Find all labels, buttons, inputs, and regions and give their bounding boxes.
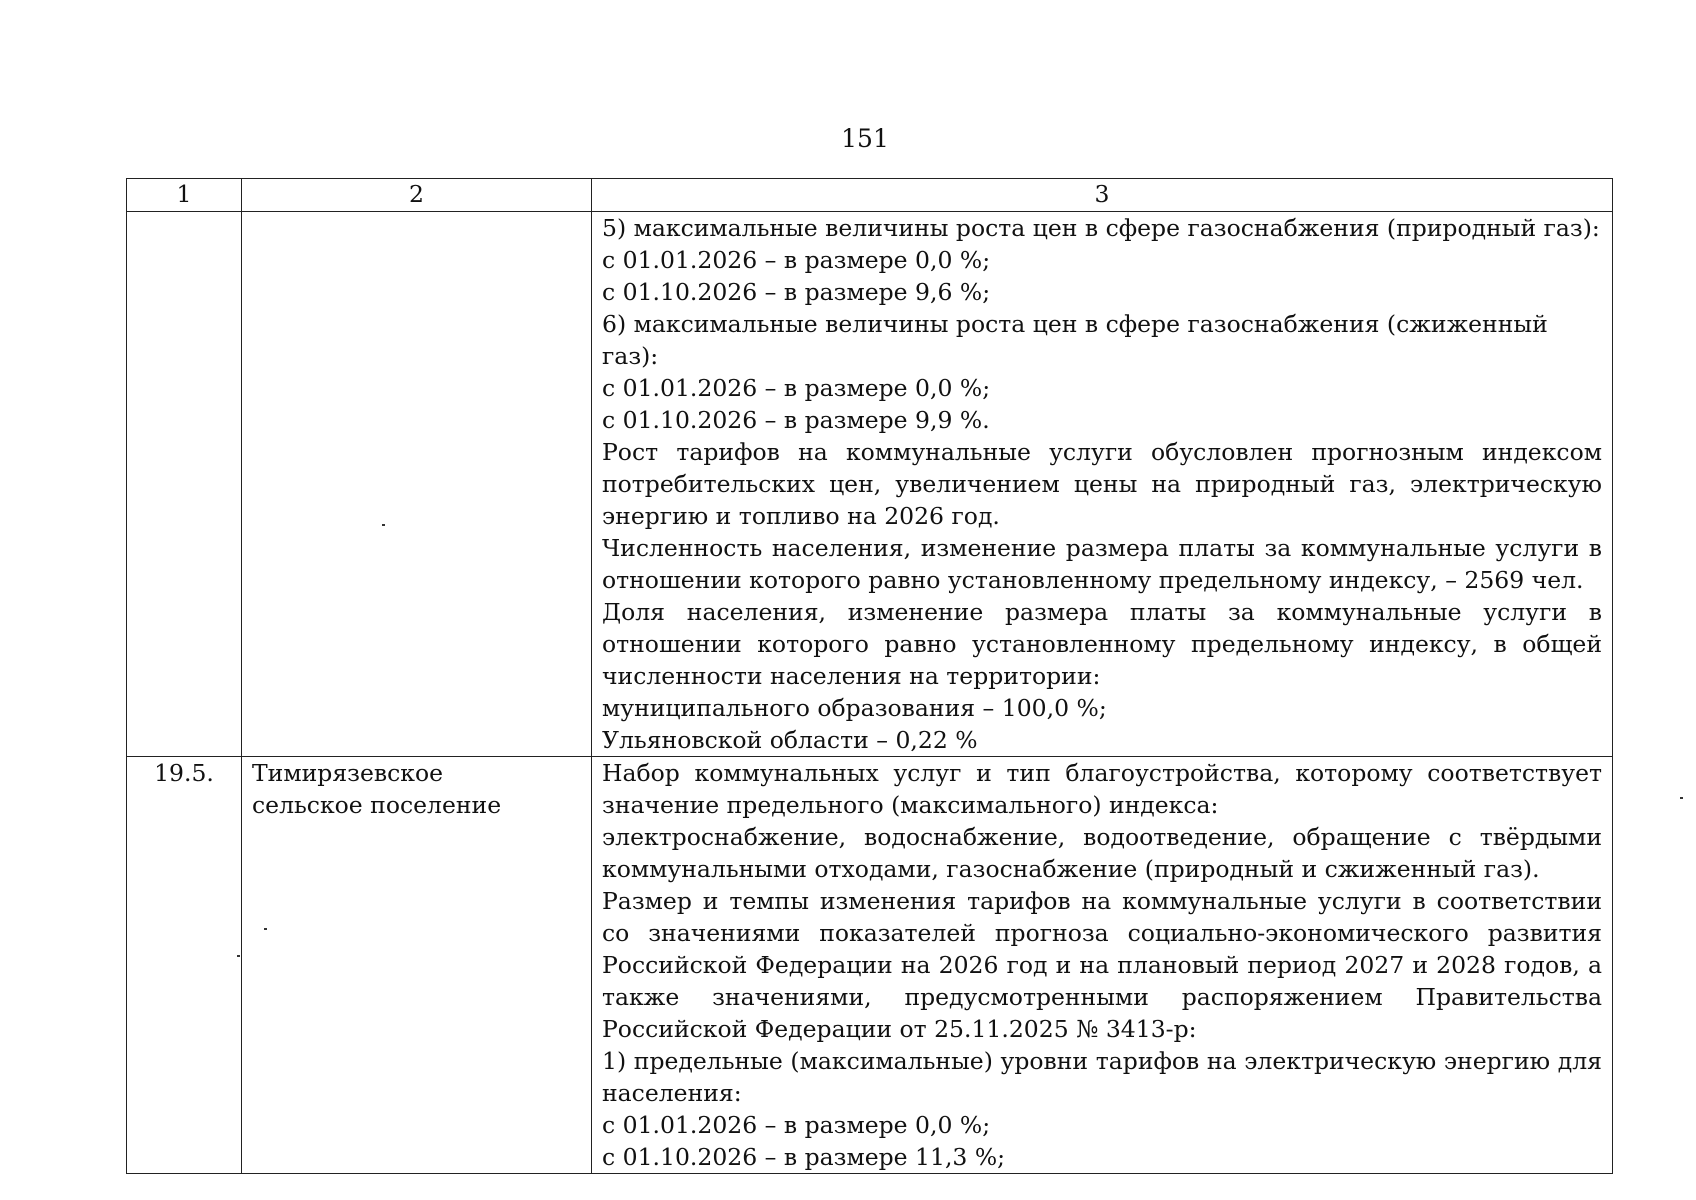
page-number: 151 [841, 124, 889, 153]
content-line: с 01.01.2026 – в размере 0,0 %; [602, 1111, 991, 1139]
content-line: 5) максимальные величины роста цен в сфере газоснабжения (природный газ): [602, 214, 1600, 242]
content-line: муниципального образования – 100,0 %; [602, 694, 1107, 722]
content-line: с 01.01.2026 – в размере 0,0 %; [602, 246, 991, 274]
content-paragraph: Набор коммунальных услуг и тип благоустройства, которому соответствует значение предельного (максимального) индекса: [602, 759, 1602, 819]
settlement-name-line: сельское поселение [252, 791, 502, 819]
scan-speck [1680, 797, 1683, 799]
content-line: с 01.10.2026 – в размере 11,3 %; [602, 1143, 1006, 1171]
row-content-cell [592, 757, 1613, 1174]
table-header-row [127, 179, 1613, 212]
column-header-2: 2 [242, 179, 592, 212]
content-line: 6) максимальные величины роста цен в сфере газоснабжения (сжиженный газ): [602, 310, 1548, 370]
column-header-3: 3 [592, 179, 1613, 212]
content-paragraph: Размер и темпы изменения тарифов на коммунальные услуги в соответствии со значениями показателей прогноза социально-экономического развития Российской Федерации на 2026 год и на плановый период 2027 и 2028 годов, а также значениями, предусмотренными распоряжением Правительства Российской Федерации от 25.11.2025 № 3413-р: [602, 887, 1602, 1043]
row-name-cell [242, 212, 592, 757]
content-paragraph: Численность населения, изменение размера платы за коммунальные услуги в отношении которого равно установленному предельному индексу, – 2569 чел. [602, 534, 1602, 594]
scan-speck [237, 955, 240, 957]
scan-speck [264, 928, 267, 930]
content-line: Ульяновской области – 0,22 % [602, 726, 978, 754]
row-name-cell [242, 757, 592, 1174]
scan-speck [382, 524, 385, 526]
table-row-continuation [127, 212, 1613, 757]
content-paragraph: электроснабжение, водоснабжение, водоотведение, обращение с твёрдыми коммунальными отходами, газоснабжение (природный и сжиженный газ). [602, 823, 1602, 883]
column-header-1: 1 [127, 179, 242, 212]
content-paragraph: Доля населения, изменение размера платы за коммунальные услуги в отношении которого равно установленному предельному индексу, в общей численности населения на территории: [602, 598, 1602, 690]
content-line: с 01.10.2026 – в размере 9,9 %. [602, 406, 990, 434]
row-content-cell [592, 212, 1613, 757]
content-line: с 01.10.2026 – в размере 9,6 %; [602, 278, 991, 306]
settlement-name-line: Тимирязевское [252, 759, 444, 787]
row-number-cell [127, 212, 242, 757]
tariff-table [126, 178, 1613, 1174]
content-paragraph: 1) предельные (максимальные) уровни тарифов на электрическую энергию для населения: [602, 1047, 1602, 1107]
row-number-cell: 19.5. [127, 757, 242, 1174]
content-line: с 01.01.2026 – в размере 0,0 %; [602, 374, 991, 402]
content-paragraph: Рост тарифов на коммунальные услуги обусловлен прогнозным индексом потребительских цен, увеличением цены на природный газ, электрическую энергию и топливо на 2026 год. [602, 438, 1602, 530]
table-row-19-5 [127, 757, 1613, 1174]
